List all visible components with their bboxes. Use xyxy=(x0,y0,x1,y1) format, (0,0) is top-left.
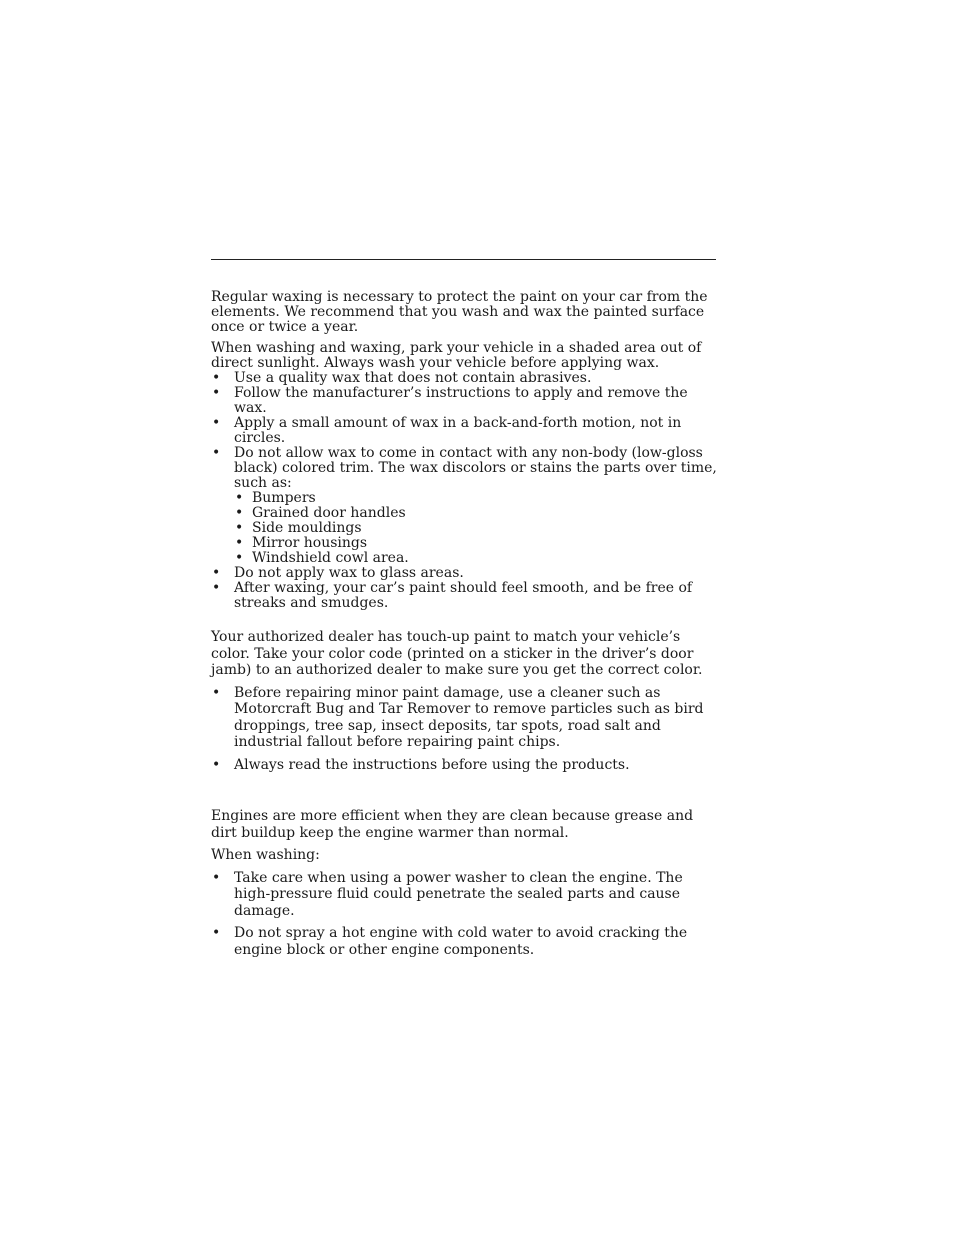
list-item: • After waxing, your car’s paint should feel smooth, and be free of streaks and smudges. xyxy=(212,580,693,611)
bullet-icon: • xyxy=(212,370,221,386)
engine-intro: Engines are more efficient when they are clean because grease and dirt buildup keep the engine warmer than normal. xyxy=(211,808,694,841)
list-item: • Use a quality wax that does not contain abrasives. xyxy=(212,370,592,386)
waxing-intro: Regular waxing is necessary to protect the paint on your car from the elements. We recommend that you wash and wax the painted surface once or twice a year. xyxy=(211,289,708,335)
bullet-icon: • xyxy=(212,565,221,581)
bullet-icon: • xyxy=(212,445,221,461)
bullet-icon: • xyxy=(212,925,221,941)
list-item: • Do not spray a hot engine with cold water to avoid cracking the engine block or other engine components. xyxy=(212,925,688,958)
sub-list-item: • Mirror housings xyxy=(235,535,368,551)
list-item: • Do not apply wax to glass areas. xyxy=(212,565,464,581)
section-divider xyxy=(211,259,716,260)
sub-list-item: • Side mouldings xyxy=(235,520,362,536)
waxing-tips-list xyxy=(211,371,721,611)
list-item: • Before repairing minor paint damage, use a cleaner such as Motorcraft Bug and Tar Remover to remove particles such as bird droppings, tree sap, insect deposits, tar spots, road salt and industrial fallout before repairing paint chips. xyxy=(212,684,704,750)
engine-section xyxy=(211,808,721,958)
trim-parts-list xyxy=(234,491,721,566)
paint-repair-intro: Your authorized dealer has touch-up paint to match your vehicle’s color. Take your color code (printed on a sticker in the driver’s door jamb) to an authorized dealer to make sure you get the correct color. xyxy=(211,629,703,678)
bullet-icon: • xyxy=(212,684,221,701)
paint-repair-section xyxy=(211,629,721,773)
list-item: • Take care when using a power washer to clean the engine. The high-pressure fluid could penetrate the sealed parts and cause damage. xyxy=(212,869,683,919)
bullet-icon: • xyxy=(212,756,221,773)
bullet-icon: • xyxy=(235,520,244,536)
bullet-icon: • xyxy=(235,490,244,506)
list-item: • Follow the manufacturer’s instructions to apply and remove the wax. xyxy=(212,385,688,416)
paint-repair-list xyxy=(211,685,721,774)
bullet-icon: • xyxy=(212,869,221,886)
bullet-icon: • xyxy=(212,415,221,431)
list-item: • Do not allow wax to come in contact with any non-body (low-gloss black) colored trim. The wax discolors or stains the parts over time, such as: • Bumpers • Grained door handles • Side mouldings • Mirror housings • Windshield cowl area. xyxy=(211,446,721,566)
bullet-icon: • xyxy=(235,535,244,551)
bullet-icon: • xyxy=(212,580,221,596)
list-item: • Apply a small amount of wax in a back-and-forth motion, not in circles. xyxy=(212,415,682,446)
bullet-icon: • xyxy=(235,505,244,521)
waxing-parking-note: When washing and waxing, park your vehicle in a shaded area out of direct sunlight. Always wash your vehicle before applying wax. xyxy=(211,340,702,371)
sub-list-item: • Bumpers xyxy=(235,490,316,506)
list-item: • Always read the instructions before using the products. xyxy=(212,756,630,773)
bullet-icon: • xyxy=(212,385,221,401)
sub-list-item: • Windshield cowl area. xyxy=(235,550,409,566)
when-washing-label: When washing: xyxy=(211,847,320,863)
sub-list-item: • Grained door handles xyxy=(235,505,406,521)
waxing-section xyxy=(211,290,721,611)
engine-wash-list xyxy=(211,870,721,959)
bullet-icon: • xyxy=(235,550,244,566)
